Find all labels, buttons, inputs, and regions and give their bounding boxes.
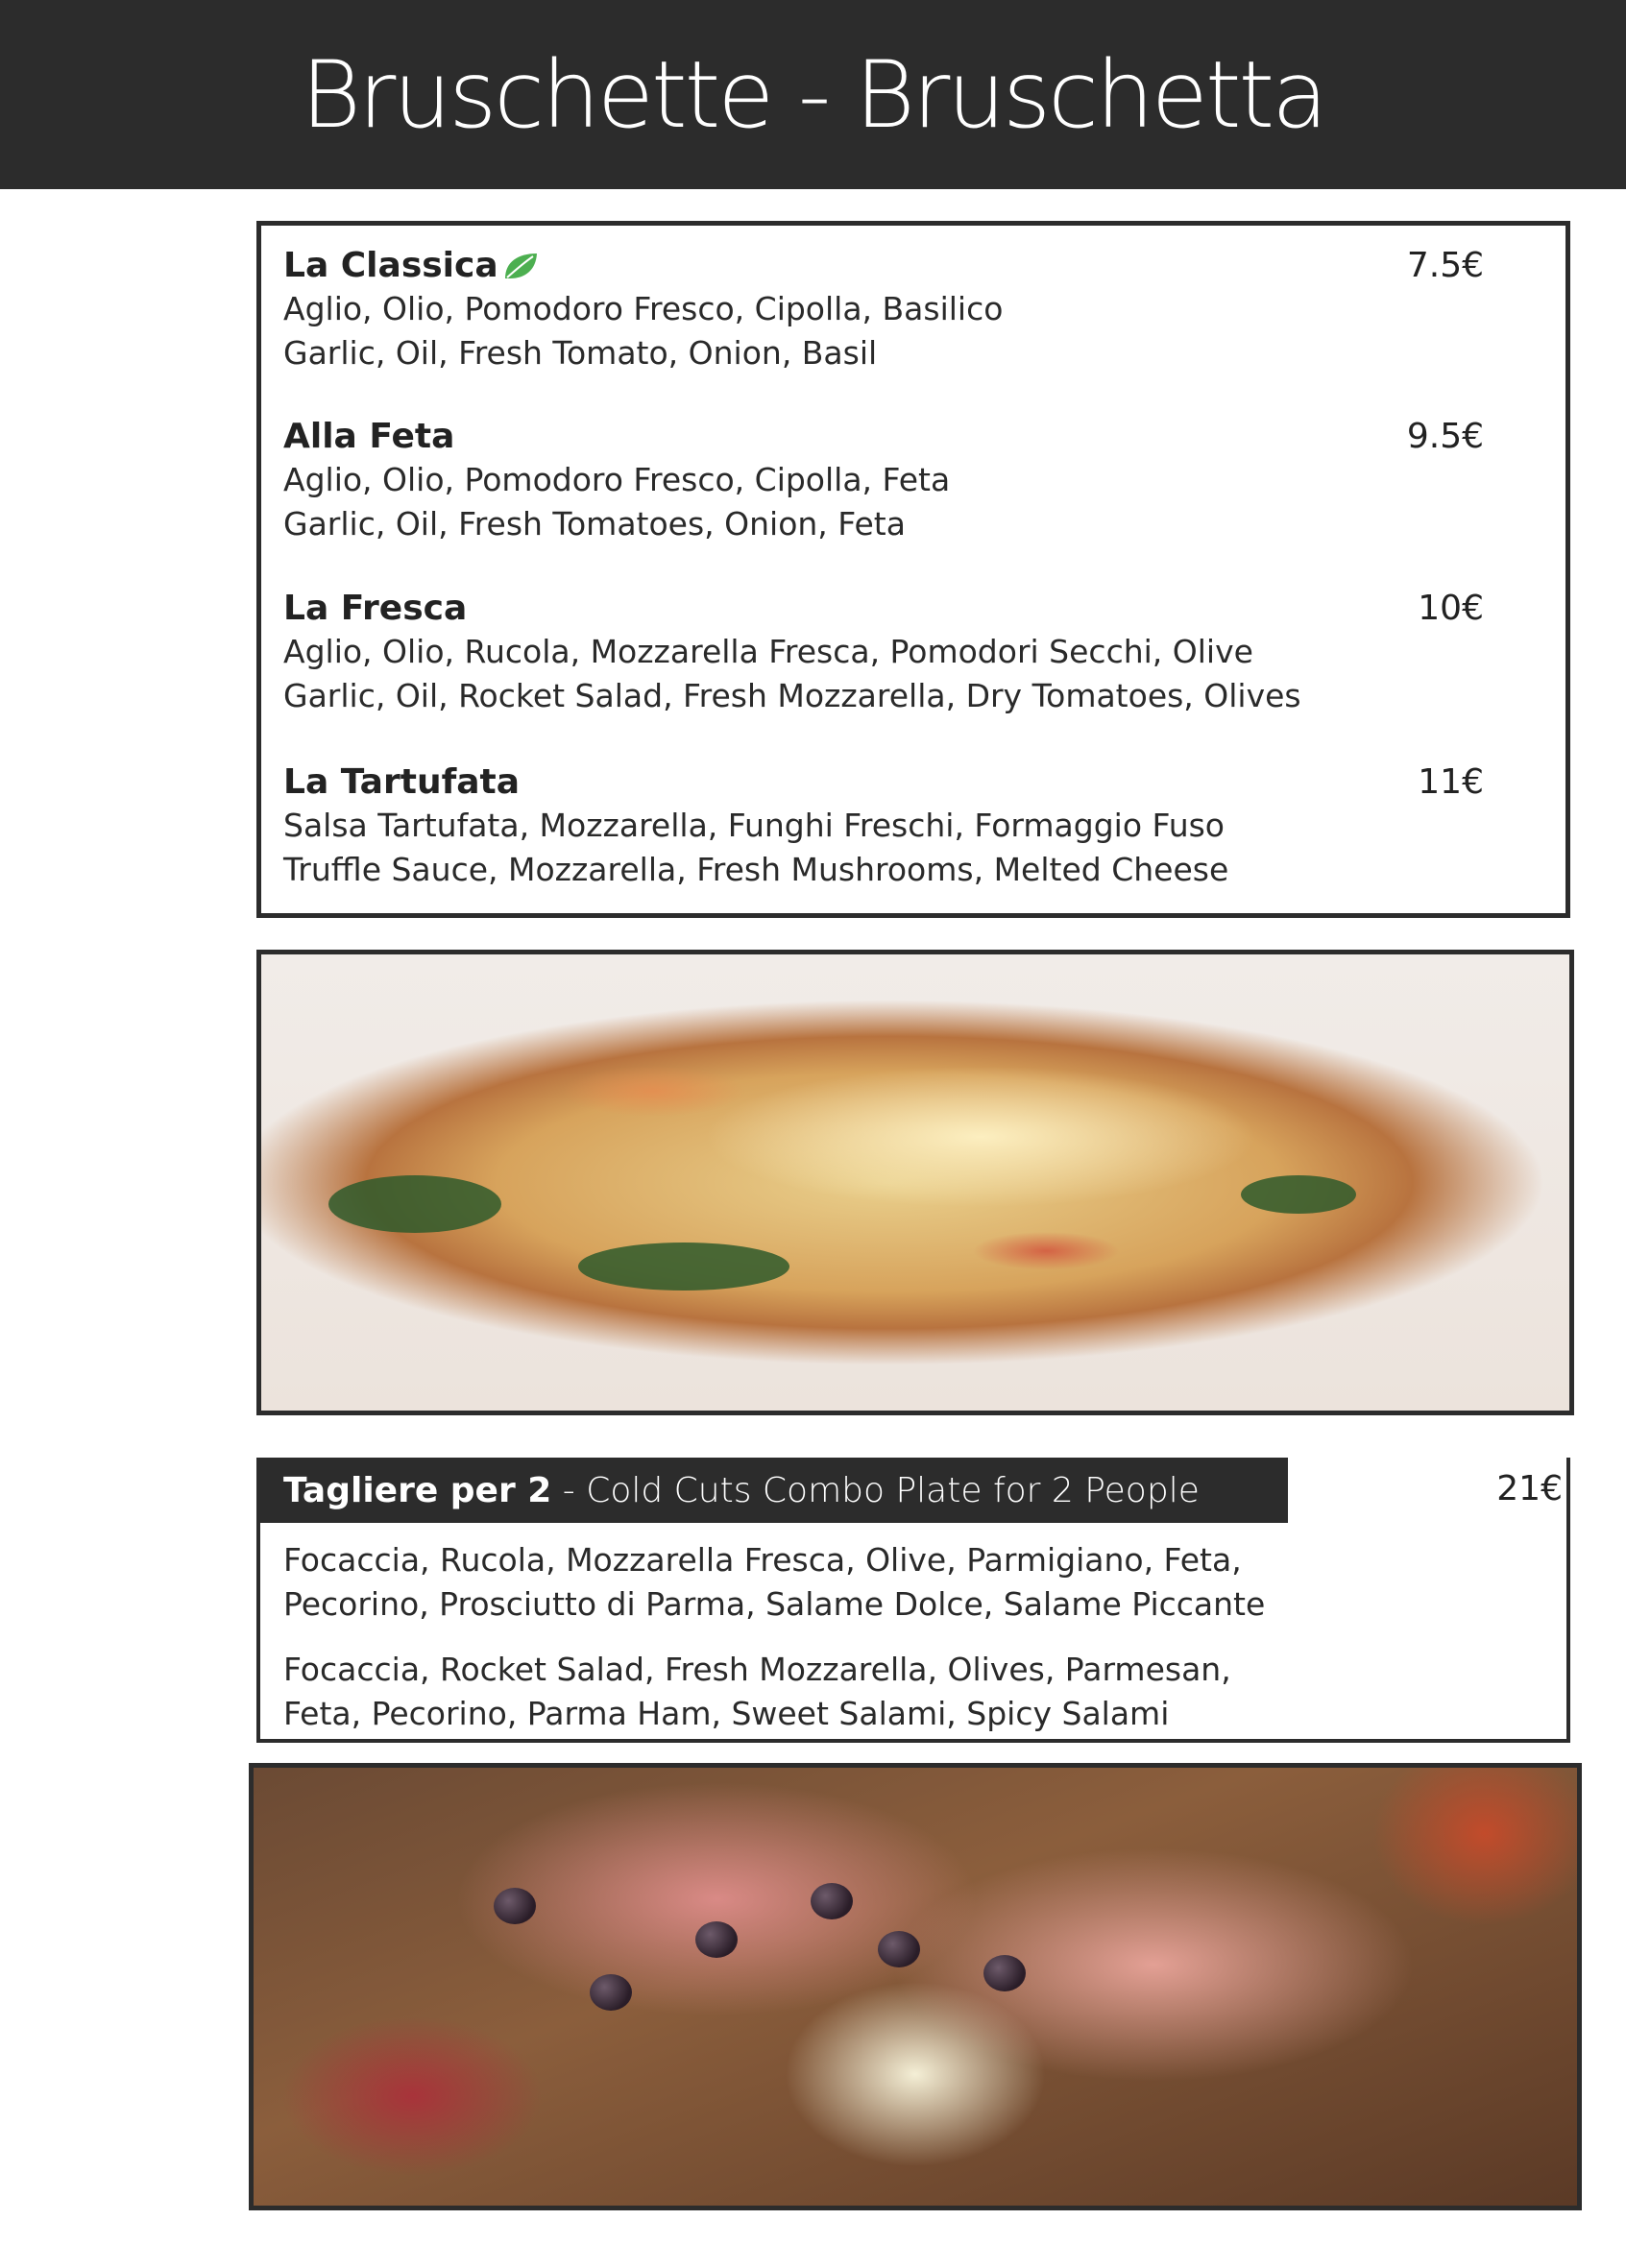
- item-price: 11€: [1418, 762, 1484, 802]
- item-description-en: Garlic, Oil, Fresh Tomato, Onion, Basil: [283, 334, 878, 372]
- item-name: La Fresca: [283, 589, 468, 628]
- menu-item: [283, 761, 1541, 892]
- olive-decoration: [878, 1931, 920, 1967]
- olive-decoration: [695, 1921, 738, 1958]
- combo-desc-line: Pecorino, Prosciutto di Parma, Salame Dolce, Salame Piccante: [283, 1585, 1266, 1623]
- item-description-it: Aglio, Olio, Rucola, Mozzarella Fresca, Pomodori Secchi, Olive: [283, 633, 1253, 670]
- item-description-it: Aglio, Olio, Pomodoro Fresco, Cipolla, Feta: [283, 461, 951, 498]
- menu-item: [283, 416, 1541, 546]
- item-description-en: Garlic, Oil, Fresh Tomatoes, Onion, Feta: [283, 505, 906, 543]
- combo-price: 21€: [1496, 1469, 1563, 1508]
- cold-cuts-photo: [249, 1763, 1582, 2210]
- olive-decoration: [811, 1883, 853, 1919]
- combo-description-en: [283, 1648, 1532, 1736]
- item-price: 7.5€: [1406, 246, 1484, 285]
- combo-description-it: [283, 1538, 1532, 1627]
- item-price: 10€: [1418, 589, 1484, 628]
- item-description-en: Truffle Sauce, Mozzarella, Fresh Mushrooms, Melted Cheese: [283, 851, 1229, 888]
- bruschette-menu: [256, 221, 1570, 918]
- bruschetta-photo: [256, 950, 1574, 1415]
- spinach-decoration: [328, 1175, 501, 1233]
- item-description-it: Aglio, Olio, Pomodoro Fresco, Cipolla, Basilico: [283, 290, 1004, 327]
- olive-decoration: [494, 1888, 536, 1924]
- spinach-decoration: [578, 1243, 789, 1291]
- spinach-decoration: [1241, 1175, 1356, 1214]
- combo-desc-line: Focaccia, Rocket Salad, Fresh Mozzarella, Olives, Parmesan,: [283, 1651, 1231, 1688]
- menu-item: [283, 245, 1541, 375]
- combo-title: Tagliere per 2: [283, 1470, 552, 1510]
- item-name: Alla Feta: [283, 417, 455, 456]
- combo-desc-line: Feta, Pecorino, Parma Ham, Sweet Salami, Spicy Salami: [283, 1695, 1170, 1732]
- leaf-icon: [502, 251, 539, 281]
- olive-decoration: [983, 1955, 1026, 1991]
- page-header: [0, 0, 1626, 189]
- olive-decoration: [590, 1974, 632, 2011]
- combo-title-bar: [260, 1458, 1288, 1523]
- combo-plate-section: [256, 1458, 1570, 1743]
- item-name: La Tartufata: [283, 762, 521, 802]
- item-description-en: Garlic, Oil, Rocket Salad, Fresh Mozzarella, Dry Tomatoes, Olives: [283, 677, 1301, 714]
- item-name: La Classica: [283, 246, 498, 285]
- combo-desc-line: Focaccia, Rucola, Mozzarella Fresca, Olive, Parmigiano, Feta,: [283, 1541, 1242, 1579]
- menu-item: [283, 588, 1541, 718]
- item-price: 9.5€: [1406, 417, 1484, 456]
- page-title: Bruschette - Bruschetta: [301, 40, 1325, 149]
- combo-subtitle: - Cold Cuts Combo Plate for 2 People: [551, 1470, 1200, 1510]
- item-description-it: Salsa Tartufata, Mozzarella, Funghi Freschi, Formaggio Fuso: [283, 807, 1225, 844]
